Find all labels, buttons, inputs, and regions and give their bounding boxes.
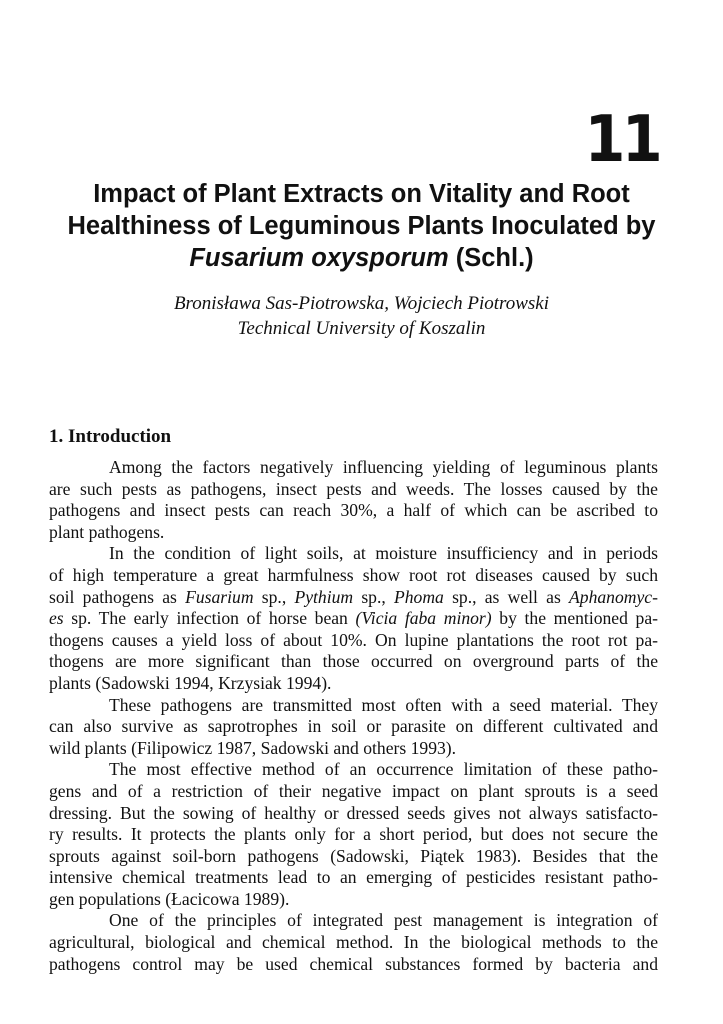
text-run: sp., [253, 586, 295, 607]
author-block [40, 291, 683, 341]
text-line: pathogens and insect pests can reach 30%, a half of which can be ascribed to [49, 500, 658, 521]
genus-name: Aphanomyc- [569, 586, 658, 607]
text-line: dressing. But the sowing of healthy or dressed seeds gives not always satisfacto- [49, 802, 658, 823]
text-line: One of the principles of integrated pest management is integration of [109, 910, 658, 931]
text-run: sp., [353, 586, 394, 607]
paragraph-4 [49, 759, 658, 910]
genus-name: Phoma [394, 586, 444, 607]
title-line-1: Impact of Plant Extracts on Vitality and Root [93, 180, 630, 208]
genus-name: es [49, 608, 64, 629]
text-line: of high temperature a great harmfulness show root rot diseases caused by such [49, 564, 658, 585]
text-line: wild plants (Filipowicz 1987, Sadowski and others 1993). [49, 737, 457, 758]
genus-name: Pythium [294, 586, 354, 607]
title-species-name: Fusarium oxysporum [189, 244, 449, 272]
text-line: intensive chemical treatments lead to an emerging of pesticides resistant patho- [49, 867, 658, 888]
text-line: thogens are more significant than those occurred on overground parts of the [49, 651, 658, 672]
title-line-2: Healthiness of Leguminous Plants Inoculated by [67, 212, 656, 240]
text-line: are such pests as pathogens, insect pests and weeds. The losses caused by the [49, 478, 658, 499]
text-line [49, 587, 658, 609]
text-line: gen populations (Łacicowa 1989). [49, 888, 290, 909]
text-line: gens and of a restriction of their negative impact on plant sprouts is a seed [49, 780, 658, 801]
text-line: These pathogens are transmitted most often with a seed material. They [109, 694, 658, 715]
text-line: plant pathogens. [49, 521, 165, 542]
text-line: plants (Sadowski 1994, Krzysiak 1994). [49, 672, 332, 693]
text-run: by the mentioned pa- [491, 608, 659, 629]
title-line-3 [40, 242, 683, 274]
text-line: agricultural, biological and chemical method. In the biological methods to the [49, 932, 658, 953]
paragraph-2 [49, 543, 658, 694]
text-line: sprouts against soil-born pathogens (Sadowski, Piątek 1983). Besides that the [49, 845, 658, 866]
text-line: pathogens control may be used chemical substances formed by bacteria and [49, 953, 658, 974]
paragraph-5 [49, 910, 658, 975]
section-heading: 1. Introduction [49, 426, 172, 447]
title-species-author: (Schl.) [448, 244, 534, 272]
text-line: ry results. It protects the plants only for a short period, but does not secure the [49, 824, 658, 845]
species-name: (Vicia faba minor) [355, 608, 492, 629]
text-line: can also survive as saprotrophes in soil or parasite on different cultivated and [49, 716, 658, 737]
text-run: soil pathogens as [49, 586, 186, 607]
author-affiliation: Technical University of Koszalin [237, 318, 486, 339]
text-run: sp. The early infection of horse bean [63, 608, 356, 629]
body-text [49, 457, 658, 975]
text-line: The most effective method of an occurrence limitation of these patho- [109, 759, 658, 780]
chapter-title [40, 178, 683, 274]
text-line: In the condition of light soils, at moisture insufficiency and in periods [109, 543, 658, 564]
text-line: thogens causes a yield loss of about 10%. On lupine plantations the root rot pa- [49, 629, 658, 650]
text-line: Among the factors negatively influencing yielding of leguminous plants [109, 457, 658, 477]
genus-name: Fusarium [185, 586, 254, 607]
paragraph-1 [49, 457, 658, 543]
text-line [49, 608, 658, 630]
chapter-number: 11 [584, 103, 659, 177]
text-run: sp., as well as [443, 586, 570, 607]
author-names: Bronisława Sas-Piotrowska, Wojciech Piotrowski [173, 293, 550, 314]
paragraph-3 [49, 695, 658, 760]
